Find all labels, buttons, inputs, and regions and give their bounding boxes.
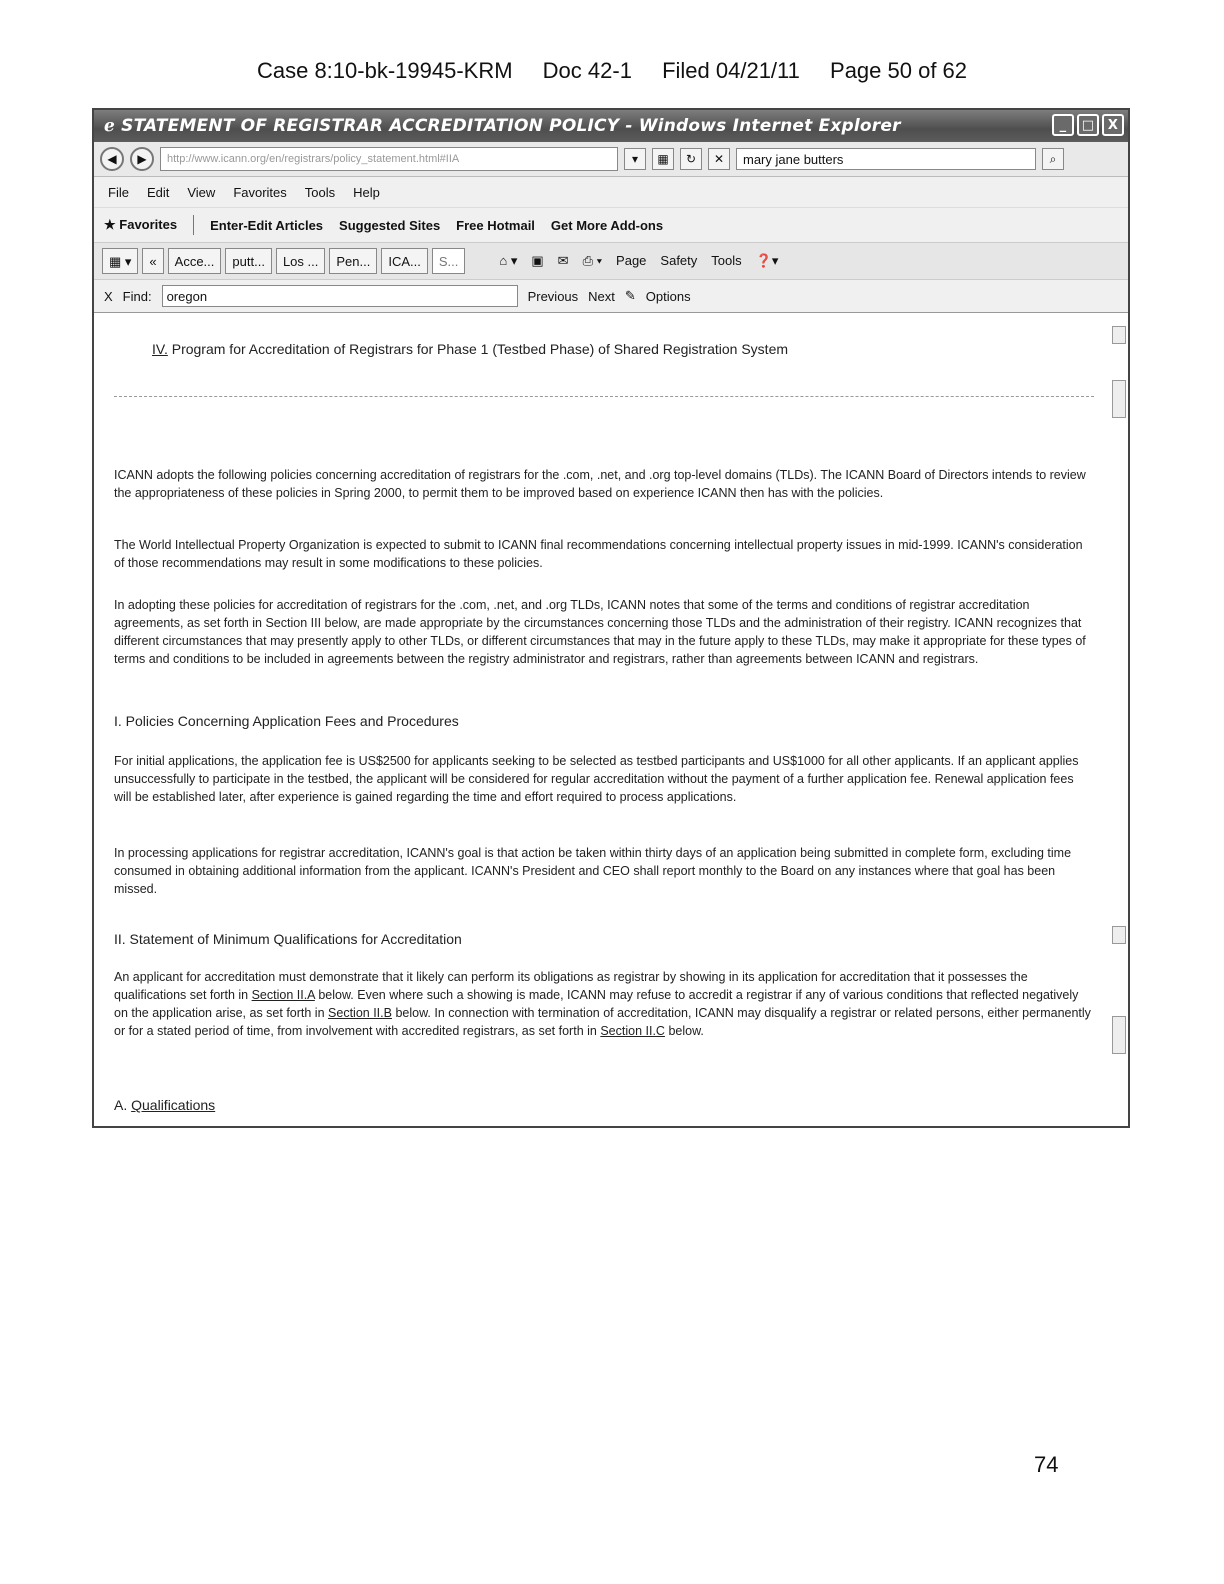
page-content <box>94 326 1128 1126</box>
filed-date: Filed 04/21/11 <box>662 58 800 83</box>
close-button[interactable]: X <box>1102 114 1124 136</box>
tab-acce[interactable]: Acce... <box>168 248 222 274</box>
minimize-button[interactable]: _ <box>1052 114 1074 136</box>
help-icon[interactable]: ❓▾ <box>755 253 779 268</box>
menu-tools[interactable]: Tools <box>304 184 336 200</box>
home-icon[interactable]: ⌂ ▾ <box>499 253 518 268</box>
menu-edit[interactable]: Edit <box>146 184 170 200</box>
paragraph-4: For initial applications, the application fee is US$2500 for applicants seeking to be selected as testbed participants and US$1000 for all other applicants. If an applicant applies unsuccessfully to participate in the testbed, the applicant will be considered for regular accreditation without the payment of a further application fee. Renewal application fees will be established later, after experience is gained regarding the time and effort required to process applications. <box>114 754 1079 804</box>
find-previous-button[interactable]: Previous <box>527 288 579 304</box>
tab-list-icon[interactable]: « <box>142 248 163 274</box>
favorites-button[interactable]: ★ Favorites <box>104 217 178 232</box>
section-iib-link[interactable]: Section II.B <box>328 1006 392 1020</box>
paragraph-1: ICANN adopts the following policies concerning accreditation of registrars for the .com, .net, and .org top-level domains (TLDs). The ICANN Board of Directors intends to review the appropriateness of these policies in Spring 2000, to permit them to be improved based on experience ICANN then has with the policies. <box>114 468 1086 500</box>
command-bar <box>499 253 778 269</box>
page-of: Page 50 of 62 <box>830 58 968 83</box>
search-input[interactable]: mary jane butters <box>736 148 1036 170</box>
window-title: STATEMENT OF REGISTRAR ACCREDITATION POLICY - Windows Internet Explorer <box>121 116 901 136</box>
case-number: Case 8:10-bk-19945-KRM <box>256 58 513 83</box>
find-close-button[interactable]: X <box>104 288 113 304</box>
paragraph-6: An applicant for accreditation must demonstrate that it likely can perform its obligations as registrar by showing in its application for accreditation that it possesses the qualifications set forth in Section II.A below. Even where such a showing is made, ICANN may refuse to accredit a registrar if any of various conditions that reflected negatively on the application arise, as set forth in Section II.B below. In connection with termination of accreditation, ICANN may disqualify a registrar or related persons, either permanently or for a stated period of time, from involvement with accredited registrars, as set forth in Section II.C below. <box>114 970 1091 1038</box>
section-iic-link[interactable]: Section II.C <box>600 1024 665 1038</box>
heading-section-i: I. Policies Concerning Application Fees and Procedures <box>114 713 459 729</box>
stop-icon[interactable]: ✕ <box>708 148 730 170</box>
tab-putt[interactable]: putt... <box>225 248 272 274</box>
fav-item-suggested-sites[interactable]: Suggested Sites <box>339 217 441 233</box>
feeds-icon[interactable]: ▣ <box>531 253 544 268</box>
page-menu[interactable]: Page <box>616 253 647 268</box>
refresh-icon[interactable]: ↻ <box>680 148 702 170</box>
find-label: Find: <box>122 288 152 304</box>
quick-tabs-icon[interactable]: ▦ ▾ <box>102 248 138 274</box>
safety-menu[interactable]: Safety <box>660 253 698 268</box>
maximize-button[interactable]: □ <box>1077 114 1099 136</box>
tools-menu[interactable]: Tools <box>711 253 742 268</box>
qualifications-link[interactable]: Qualifications <box>131 1097 216 1113</box>
section-iia-link[interactable]: Section II.A <box>251 988 315 1002</box>
browser-window <box>92 108 1130 1128</box>
page-number: 74 <box>1034 1452 1059 1477</box>
address-bar <box>94 142 1128 177</box>
fav-item-free-hotmail[interactable]: Free Hotmail <box>456 217 535 233</box>
menu-favorites[interactable]: Favorites <box>233 184 287 200</box>
divider <box>193 215 194 235</box>
doc-number: Doc 42-1 <box>542 58 632 83</box>
menu-bar <box>94 177 1128 207</box>
menu-help[interactable]: Help <box>353 184 380 200</box>
ie-icon: ℯ <box>104 116 122 136</box>
find-next-button[interactable]: Next <box>588 288 615 304</box>
tab-los[interactable]: Los ... <box>276 248 325 274</box>
star-icon: ★ <box>104 217 116 232</box>
tab-statement[interactable]: S... <box>432 248 466 274</box>
forward-button[interactable]: ▶ <box>130 147 154 171</box>
favorites-bar <box>94 207 1128 242</box>
tab-ica[interactable]: ICA... <box>381 248 428 274</box>
url-input[interactable]: http://www.icann.org/en/registrars/policy_statement.html#IIA <box>160 147 618 171</box>
search-icon[interactable]: ⌕ <box>1042 148 1064 170</box>
back-button[interactable]: ◀ <box>100 147 124 171</box>
menu-view[interactable]: View <box>187 184 216 200</box>
scroll-down-icon[interactable] <box>1112 926 1126 944</box>
highlight-icon[interactable]: ✎ <box>624 288 636 303</box>
heading-qualifications: A. Qualifications <box>114 1097 216 1113</box>
mail-icon[interactable]: ✉ <box>557 253 569 268</box>
scroll-thumb[interactable] <box>1112 380 1126 418</box>
tab-pen[interactable]: Pen... <box>329 248 377 274</box>
case-header <box>0 58 1224 84</box>
paragraph-2: The World Intellectual Property Organization is expected to submit to ICANN final recommendations concerning intellectual property issues in mid-1999. ICANN's consideration of those recommendations may result in some modifications to these policies. <box>114 538 1083 570</box>
heading-section-ii: II. Statement of Minimum Qualifications for Accreditation <box>114 931 462 947</box>
find-bar <box>94 279 1128 313</box>
section-iv-link[interactable]: IV. <box>152 341 168 357</box>
doc-title: IV. Program for Accreditation of Registrars for Phase 1 (Testbed Phase) of Shared Registration System <box>152 341 789 357</box>
title-bar[interactable] <box>94 110 1128 142</box>
fav-item-enter-edit[interactable]: Enter-Edit Articles <box>210 217 324 233</box>
url-dropdown-icon[interactable]: ▾ <box>624 148 646 170</box>
scroll-thumb-lower[interactable] <box>1112 1016 1126 1054</box>
divider <box>114 396 1094 397</box>
tab-bar <box>94 242 1128 279</box>
find-options-button[interactable]: Options <box>645 288 691 304</box>
scrollbar[interactable] <box>1112 326 1126 1126</box>
menu-file[interactable]: File <box>108 184 129 200</box>
paragraph-3: In adopting these policies for accreditation of registrars for the .com, .net, and .org TLDs, ICANN notes that some of the terms and conditions of registrar accreditation agreements, as set forth in Section III below, are made appropriate by the circumstances concerning those TLDs and the administration of their registry. ICANN recognizes that different circumstances that may presently apply to other TLDs, or different circumstances that may in the future apply to these TLDs, may make it appropriate for these types of terms and conditions to be included in agreements between the registry administrator and registrars, rather than agreements between ICANN and registrars. <box>114 598 1086 666</box>
paragraph-5: In processing applications for registrar accreditation, ICANN's goal is that action be taken within thirty days of an application being submitted in complete form, excluding time consumed in obtaining additional information from the applicant. ICANN's President and CEO shall report monthly to the Board on any instances where that goal has been missed. <box>114 846 1072 896</box>
compat-view-icon[interactable]: ▦ <box>652 148 674 170</box>
find-input[interactable]: oregon <box>162 285 518 307</box>
print-icon[interactable]: ⎙ ▾ <box>582 253 603 268</box>
fav-item-get-more-addons[interactable]: Get More Add-ons <box>550 217 664 233</box>
